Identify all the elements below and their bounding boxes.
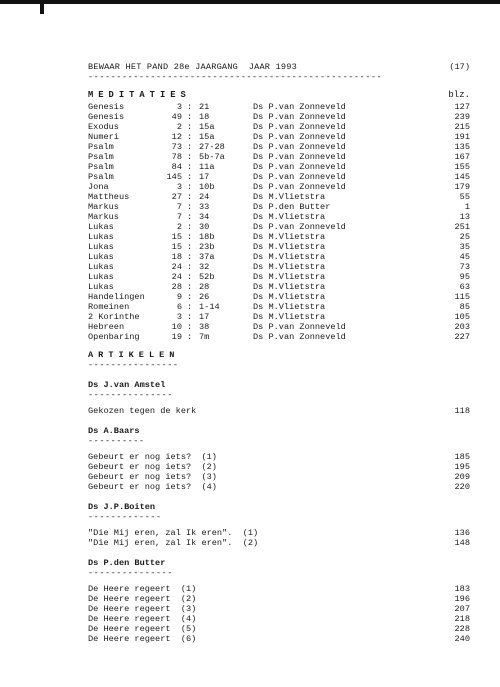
author-heading: Ds P.den Butter <box>88 558 166 568</box>
author-name: Ds P.van Zonneveld <box>253 332 346 342</box>
verse-number: 37a <box>199 252 215 262</box>
author-name: Ds P.van Zonneveld <box>253 142 346 152</box>
article-title: De Heere regeert (4) <box>88 614 197 624</box>
list-item <box>88 152 470 162</box>
list-item <box>88 292 470 302</box>
book-name: Openbaring <box>88 332 140 342</box>
list-item <box>88 222 470 232</box>
list-item <box>88 472 470 482</box>
verse-number: 18b <box>199 232 215 242</box>
book-name: Markus <box>88 212 119 222</box>
page-number: 195 <box>454 462 470 472</box>
page-number: 115 <box>454 292 470 302</box>
colon-separator: : <box>187 162 193 172</box>
article-title: De Heere regeert (3) <box>88 604 197 614</box>
chapter-number: 84 <box>171 162 182 172</box>
verse-number: 17 <box>199 312 210 322</box>
list-item <box>88 142 470 152</box>
book-name: Lukas <box>88 252 114 262</box>
author-name: Ds P.van Zonneveld <box>253 222 346 232</box>
book-name: Psalm <box>88 152 114 162</box>
artikelen-list <box>88 380 470 644</box>
author-name: Ds P.van Zonneveld <box>253 132 346 142</box>
page-number: 191 <box>454 132 470 142</box>
page-number: 73 <box>459 262 470 272</box>
colon-separator: : <box>187 282 193 292</box>
author-name: Ds M.Vlietstra <box>253 292 326 302</box>
page-number: 145 <box>454 172 470 182</box>
verse-number: 26 <box>199 292 210 302</box>
page-number: (17) <box>449 62 470 72</box>
verse-number: 24 <box>199 192 210 202</box>
page-number: 227 <box>454 332 470 342</box>
verse-number: 15a <box>199 132 215 142</box>
colon-separator: : <box>187 182 193 192</box>
list-item <box>88 252 470 262</box>
list-item <box>88 604 470 614</box>
author-name: Ds P.van Zonneveld <box>253 102 346 112</box>
book-name: Genesis <box>88 112 125 122</box>
page-number: 95 <box>459 272 470 282</box>
section-title: MEDITATIES <box>88 90 191 100</box>
author-name: Ds P.van Zonneveld <box>253 322 346 332</box>
article-title: De Heere regeert (5) <box>88 624 197 634</box>
list-item <box>88 182 470 192</box>
artikelen-divider: ---------------- <box>88 360 179 370</box>
author-heading: Ds A.Baars <box>88 426 140 436</box>
page-header <box>88 62 470 72</box>
colon-separator: : <box>187 242 193 252</box>
book-name: Lukas <box>88 262 114 272</box>
verse-number: 38 <box>199 322 210 332</box>
book-name: Numeri <box>88 132 119 142</box>
author-name: Ds P.van Zonneveld <box>253 172 346 182</box>
list-item <box>88 634 470 644</box>
colon-separator: : <box>187 252 193 262</box>
article-title: Gekozen tegen de kerk <box>88 406 197 416</box>
chapter-number: 78 <box>171 152 182 162</box>
verse-number: 5b-7a <box>199 152 225 162</box>
colon-separator: : <box>187 122 193 132</box>
author-name: Ds M.Vlietstra <box>253 252 326 262</box>
list-item <box>88 262 470 272</box>
list-item <box>88 462 470 472</box>
list-item <box>88 322 470 332</box>
chapter-number: 12 <box>171 132 182 142</box>
verse-number: 10b <box>199 182 215 192</box>
list-item <box>88 272 470 282</box>
colon-separator: : <box>187 312 193 322</box>
colon-separator: : <box>187 112 193 122</box>
page-corner-mark <box>40 0 44 14</box>
colon-separator: : <box>187 332 193 342</box>
page-number: 155 <box>454 162 470 172</box>
author-name: Ds P.van Zonneveld <box>253 112 346 122</box>
colon-separator: : <box>187 202 193 212</box>
list-item <box>88 232 470 242</box>
list-item <box>88 202 470 212</box>
page-number: 218 <box>454 614 470 624</box>
book-name: Psalm <box>88 172 114 182</box>
list-item <box>88 102 470 112</box>
chapter-number: 49 <box>171 112 182 122</box>
artikelen-heading: ARTIKELEN <box>88 350 180 360</box>
colon-separator: : <box>187 292 193 302</box>
verse-number: 18 <box>199 112 210 122</box>
verse-number: 32 <box>199 262 210 272</box>
chapter-number: 24 <box>171 272 182 282</box>
book-name: Psalm <box>88 142 114 152</box>
chapter-number: 24 <box>171 262 182 272</box>
page-number: 203 <box>454 322 470 332</box>
book-name: Lukas <box>88 272 114 282</box>
chapter-number: 18 <box>171 252 182 262</box>
page-number: 209 <box>454 472 470 482</box>
verse-number: 1-14 <box>199 302 220 312</box>
chapter-number: 10 <box>171 322 182 332</box>
header-text <box>88 62 297 72</box>
list-item <box>88 406 470 416</box>
page-number: 185 <box>454 452 470 462</box>
book-name: Genesis <box>88 102 125 112</box>
verse-number: 23b <box>199 242 215 252</box>
colon-separator: : <box>187 102 193 112</box>
book-name: Mattheus <box>88 192 130 202</box>
colon-separator: : <box>187 262 193 272</box>
author-name: Ds M.Vlietstra <box>253 282 326 292</box>
author-name: Ds P.den Butter <box>253 202 331 212</box>
page-number: 207 <box>454 604 470 614</box>
author-name: Ds P.van Zonneveld <box>253 162 346 172</box>
list-item <box>88 528 470 538</box>
verse-number: 27-28 <box>199 142 225 152</box>
author-divider: --------------- <box>88 568 173 578</box>
colon-separator: : <box>187 172 193 182</box>
author-name: Ds M.Vlietstra <box>253 262 326 272</box>
verse-number: 17 <box>199 172 210 182</box>
page-number: 127 <box>454 102 470 112</box>
list-item <box>88 312 470 322</box>
colon-separator: : <box>187 322 193 332</box>
verse-number: 52b <box>199 272 215 282</box>
page-number: 45 <box>459 252 470 262</box>
chapter-number: 27 <box>171 192 182 202</box>
page-number: 25 <box>459 232 470 242</box>
chapter-number: 3 <box>176 102 182 112</box>
index-page <box>88 62 470 644</box>
author-divider: --------------- <box>88 390 173 400</box>
list-item <box>88 122 470 132</box>
article-title: Gebeurt er nog iets? (3) <box>88 472 217 482</box>
chapter-number: 3 <box>176 312 182 322</box>
article-title: Gebeurt er nog iets? (2) <box>88 462 217 472</box>
colon-separator: : <box>187 212 193 222</box>
verse-number: 30 <box>199 222 210 232</box>
page-number: 63 <box>459 282 470 292</box>
article-title: "Die Mij eren, zal Ik eren". (2) <box>88 538 259 548</box>
header-jaargang: 28e JAARGANG <box>173 62 239 72</box>
chapter-number: 7 <box>176 202 182 212</box>
book-name: 2 Korinthe <box>88 312 140 322</box>
colon-separator: : <box>187 142 193 152</box>
page-number: 240 <box>454 634 470 644</box>
author-name: Ds M.Vlietstra <box>253 272 326 282</box>
page-number: 215 <box>454 122 470 132</box>
page-number: 183 <box>454 584 470 594</box>
page-number: 118 <box>454 406 470 416</box>
list-item <box>88 614 470 624</box>
author-heading: Ds J.van Amstel <box>88 380 166 390</box>
book-name: Lukas <box>88 282 114 292</box>
verse-number: 21 <box>199 102 210 112</box>
book-name: Hebreen <box>88 322 125 332</box>
verse-number: 34 <box>199 212 210 222</box>
page-number: 196 <box>454 594 470 604</box>
header-divider: ---------------------------------------------------- <box>88 72 383 82</box>
list-item <box>88 538 470 548</box>
page-number: 251 <box>454 222 470 232</box>
author-name: Ds M.Vlietstra <box>253 192 326 202</box>
colon-separator: : <box>187 302 193 312</box>
book-name: Jona <box>88 182 109 192</box>
list-item <box>88 302 470 312</box>
page-number: 136 <box>454 528 470 538</box>
article-title: Gebeurt er nog iets? (1) <box>88 452 217 462</box>
verse-number: 15a <box>199 122 215 132</box>
book-name: Psalm <box>88 162 114 172</box>
author-heading: Ds J.P.Boiten <box>88 502 156 512</box>
article-title: De Heere regeert (1) <box>88 584 197 594</box>
article-title: De Heere regeert (2) <box>88 594 197 604</box>
author-name: Ds M.Vlietstra <box>253 312 326 322</box>
author-name: Ds M.Vlietstra <box>253 212 326 222</box>
page-number: 13 <box>459 212 470 222</box>
book-name: Markus <box>88 202 119 212</box>
verse-number: 28 <box>199 282 210 292</box>
page-number: 167 <box>454 152 470 162</box>
page-number: 1 <box>464 202 470 212</box>
page-number: 179 <box>454 182 470 192</box>
book-name: Lukas <box>88 232 114 242</box>
chapter-number: 15 <box>171 242 182 252</box>
book-name: Romeinen <box>88 302 130 312</box>
chapter-number: 73 <box>171 142 182 152</box>
verse-number: 11a <box>199 162 215 172</box>
colon-separator: : <box>187 222 193 232</box>
author-name: Ds M.Vlietstra <box>253 232 326 242</box>
verse-number: 7m <box>199 332 210 342</box>
article-title: De Heere regeert (6) <box>88 634 197 644</box>
chapter-number: 19 <box>171 332 182 342</box>
page-number: 105 <box>454 312 470 322</box>
list-item <box>88 624 470 634</box>
page-number: 35 <box>459 242 470 252</box>
author-name: Ds M.Vlietstra <box>253 302 326 312</box>
colon-separator: : <box>187 232 193 242</box>
author-name: Ds P.van Zonneveld <box>253 122 346 132</box>
header-title: BEWAAR HET PAND <box>88 62 169 72</box>
author-name: Ds P.van Zonneveld <box>253 182 346 192</box>
list-item <box>88 242 470 252</box>
article-title: "Die Mij eren, zal Ik eren". (1) <box>88 528 259 538</box>
book-name: Handelingen <box>88 292 145 302</box>
colon-separator: : <box>187 272 193 282</box>
list-item <box>88 282 470 292</box>
colon-separator: : <box>187 132 193 142</box>
page-top-edge <box>0 0 500 4</box>
book-name: Lukas <box>88 222 114 232</box>
list-item <box>88 132 470 142</box>
chapter-number: 2 <box>176 122 182 132</box>
list-item <box>88 452 470 462</box>
author-divider: ---------- <box>88 436 145 446</box>
list-item <box>88 594 470 604</box>
blz-label: blz. <box>448 90 470 100</box>
verse-number: 33 <box>199 202 210 212</box>
chapter-number: 15 <box>171 232 182 242</box>
list-item <box>88 212 470 222</box>
list-item <box>88 332 470 342</box>
list-item <box>88 172 470 182</box>
page-number: 239 <box>454 112 470 122</box>
meditaties-list <box>88 102 470 342</box>
header-jaar: JAAR 1993 <box>248 62 297 72</box>
list-item <box>88 162 470 172</box>
colon-separator: : <box>187 192 193 202</box>
page-number: 220 <box>454 482 470 492</box>
chapter-number: 6 <box>176 302 182 312</box>
list-item <box>88 482 470 492</box>
article-title: Gebeurt er nog iets? (4) <box>88 482 217 492</box>
chapter-number: 28 <box>171 282 182 292</box>
list-item <box>88 112 470 122</box>
chapter-number: 9 <box>176 292 182 302</box>
author-name: Ds P.van Zonneveld <box>253 152 346 162</box>
chapter-number: 2 <box>176 222 182 232</box>
book-name: Exodus <box>88 122 119 132</box>
page-number: 85 <box>459 302 470 312</box>
author-name: Ds M.Vlietstra <box>253 242 326 252</box>
page-number: 55 <box>459 192 470 202</box>
page-number: 228 <box>454 624 470 634</box>
chapter-number: 145 <box>166 172 182 182</box>
list-item <box>88 584 470 594</box>
page-number: 148 <box>454 538 470 548</box>
book-name: Lukas <box>88 242 114 252</box>
meditaties-heading <box>88 88 470 102</box>
author-divider: ------------- <box>88 512 162 522</box>
page-number: 135 <box>454 142 470 152</box>
chapter-number: 3 <box>176 182 182 192</box>
colon-separator: : <box>187 152 193 162</box>
chapter-number: 7 <box>176 212 182 222</box>
list-item <box>88 192 470 202</box>
